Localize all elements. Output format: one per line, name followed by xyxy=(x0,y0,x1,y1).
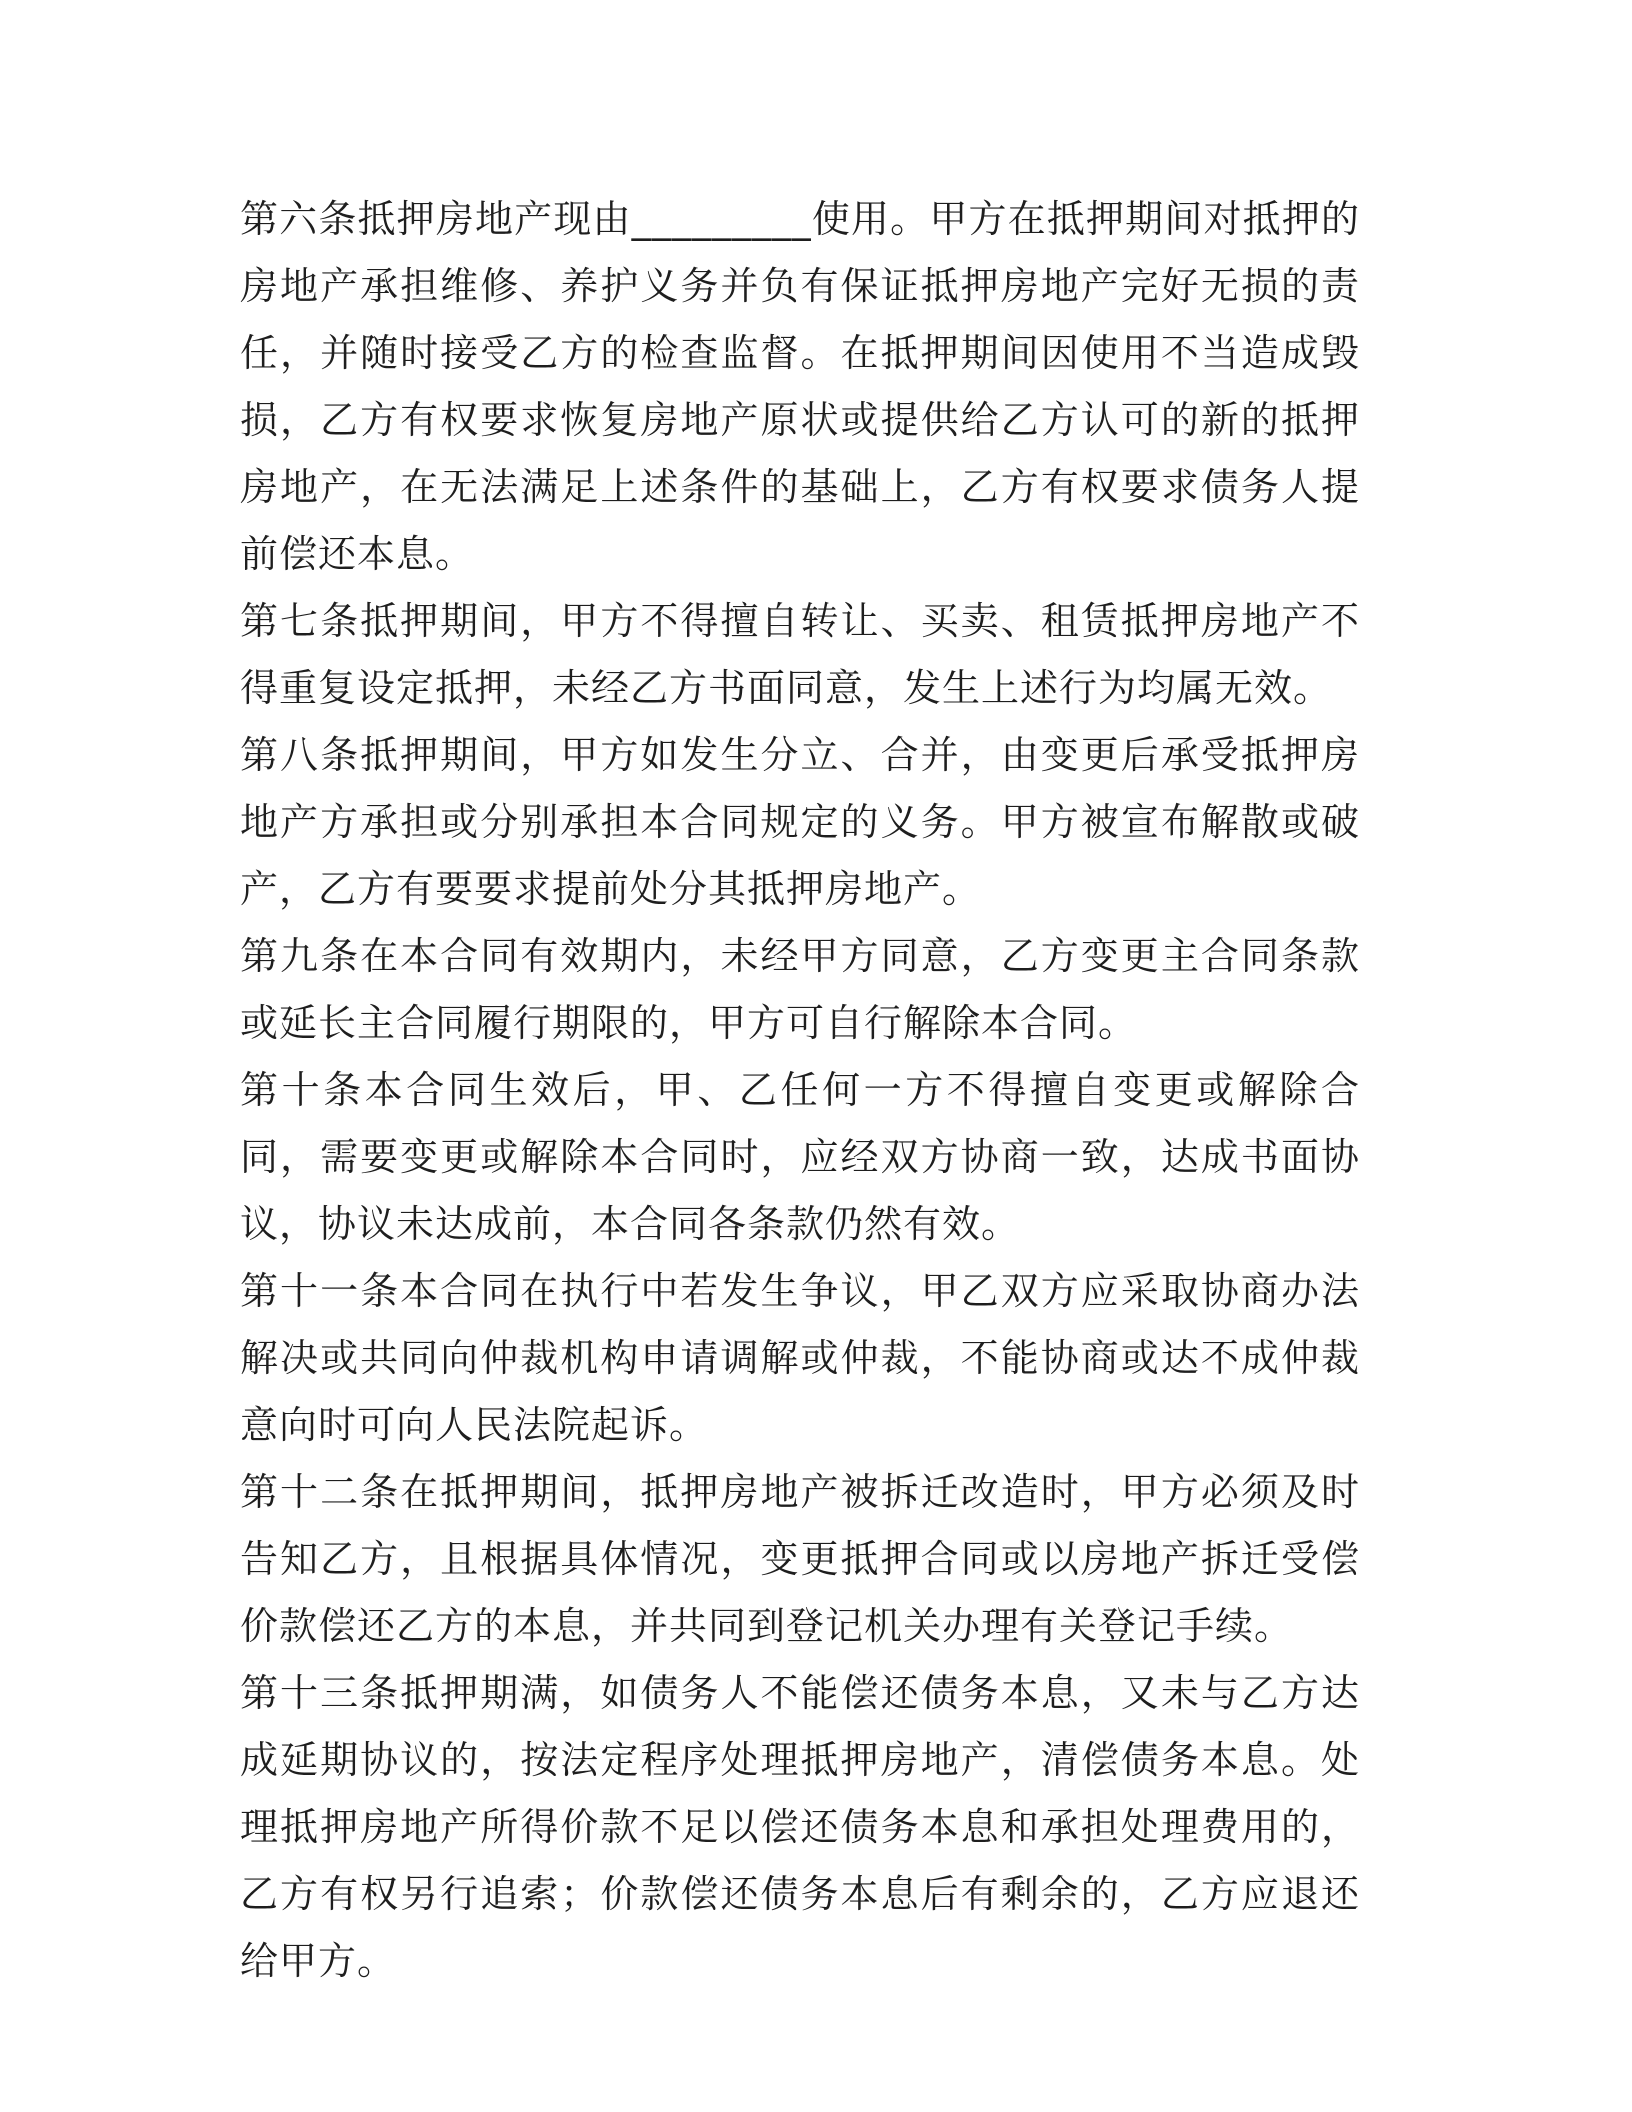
clause-6: 第六条抵押房地产现由_________使用。甲方在抵押期间对抵押的房地产承担维修、养护义务并负有保证抵押房地产完好无损的责任，并随时接受乙方的检查监督。在抵押期间因使用不当造成毁损，乙方有权要求恢复房地产原状或提供给乙方认可的新的抵押房地产，在无法满足上述条件的基础上，乙方有权要求债务人提前偿还本息。 xyxy=(240,197,1360,576)
clause-10: 第十条本合同生效后，甲、乙任何一方不得擅自变更或解除合同，需要变更或解除本合同时，应经双方协商一致，达成书面协议，协议未达成前，本合同各条款仍然有效。 xyxy=(240,1068,1360,1246)
document-body xyxy=(240,186,1360,1995)
clause-12: 第十二条在抵押期间，抵押房地产被拆迁改造时，甲方必须及时告知乙方，且根据具体情况，变更抵押合同或以房地产拆迁受偿价款偿还乙方的本息，并共同到登记机关办理有关登记手续。 xyxy=(240,1470,1360,1648)
clause-7: 第七条抵押期间，甲方不得擅自转让、买卖、租赁抵押房地产不得重复设定抵押，未经乙方书面同意，发生上述行为均属无效。 xyxy=(240,599,1360,710)
clause-11: 第十一条本合同在执行中若发生争议，甲乙双方应采取协商办法解决或共同向仲裁机构申请调解或仲裁，不能协商或达不成仲裁意向时可向人民法院起诉。 xyxy=(240,1269,1360,1447)
clause-9: 第九条在本合同有效期内，未经甲方同意，乙方变更主合同条款或延长主合同履行期限的，甲方可自行解除本合同。 xyxy=(240,934,1360,1045)
clause-13: 第十三条抵押期满，如债务人不能偿还债务本息，又未与乙方达成延期协议的，按法定程序处理抵押房地产，清偿债务本息。处理抵押房地产所得价款不足以偿还债务本息和承担处理费用的，乙方有权另行追索；价款偿还债务本息后有剩余的，乙方应退还给甲方。 xyxy=(240,1671,1360,1983)
clause-8: 第八条抵押期间，甲方如发生分立、合并，由变更后承受抵押房地产方承担或分别承担本合同规定的义务。甲方被宣布解散或破产，乙方有要要求提前处分其抵押房地产。 xyxy=(240,733,1360,911)
